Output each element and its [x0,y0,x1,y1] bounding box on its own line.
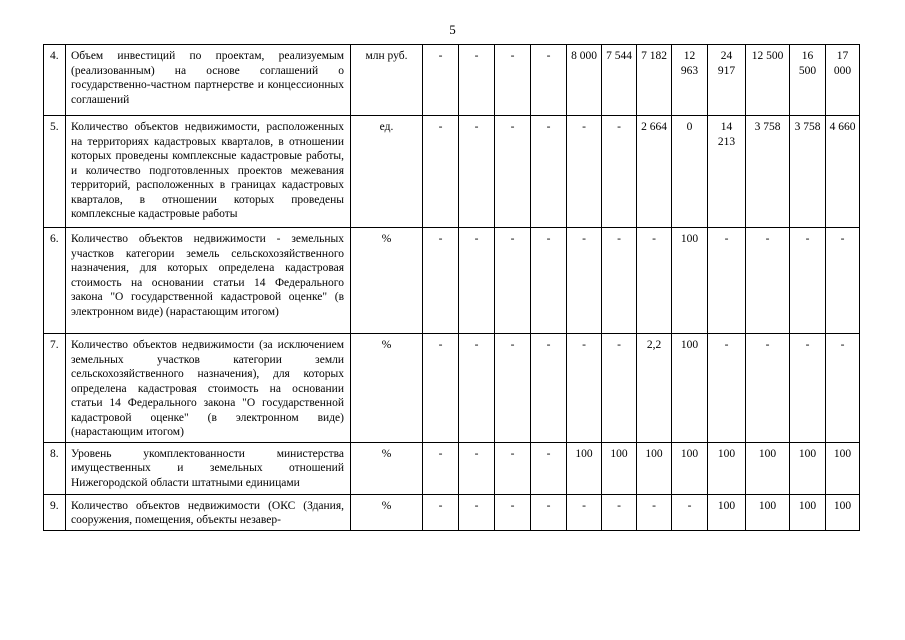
value-cell: - [708,334,746,443]
unit-cell: млн руб. [351,45,423,116]
value-cell: - [826,334,860,443]
value-cell: - [495,116,531,228]
value-cell: - [708,228,746,334]
value-cell: - [531,116,567,228]
value-cell: 100 [708,442,746,494]
value-cell: - [746,228,790,334]
table-row [44,116,860,228]
value-cell: - [531,442,567,494]
value-cell: - [423,442,459,494]
value-cell: 100 [826,494,860,530]
value-cell: 2 664 [637,116,672,228]
value-cell: - [531,334,567,443]
value-cell: - [495,334,531,443]
value-cell: - [637,228,672,334]
value-cell: - [459,334,495,443]
value-cell: - [459,494,495,530]
value-cell: - [602,494,637,530]
value-cell: - [459,442,495,494]
row-number: 9. [44,494,66,530]
value-cell: 100 [637,442,672,494]
value-cell: 100 [672,228,708,334]
value-cell: 3 758 [746,116,790,228]
unit-cell: % [351,228,423,334]
value-cell: 100 [746,494,790,530]
value-cell: - [790,228,826,334]
value-cell: 17 000 [826,45,860,116]
indicator-description: Количество объектов недвижимости (за исключением земельных участков категории земли сельскохозяйственного назначения), для которых определена кадастровая стоимость на основании статьи 14 Федерального закона "О государственной кадастровой оценке" (в электронном виде) (нарастающим итогом) [66,334,351,443]
indicator-description: Количество объектов недвижимости (ОКС (Здания, сооружения, помещения, объекты незавер- [66,494,351,530]
row-number: 4. [44,45,66,116]
value-cell: - [423,116,459,228]
unit-cell: ед. [351,116,423,228]
row-number: 5. [44,116,66,228]
indicator-description: Объем инвестиций по проектам, реализуемым (реализованным) на основе соглашений о государственно-частном партнерстве и концессионных соглашений [66,45,351,116]
value-cell: 100 [790,494,826,530]
row-number: 8. [44,442,66,494]
value-cell: 8 000 [567,45,602,116]
value-cell: 7 182 [637,45,672,116]
value-cell: - [790,334,826,443]
value-cell: 100 [746,442,790,494]
value-cell: - [531,45,567,116]
page-number: 5 [449,22,456,37]
unit-cell: % [351,494,423,530]
value-cell: 4 660 [826,116,860,228]
value-cell: - [423,45,459,116]
row-number: 7. [44,334,66,443]
table-row [44,45,860,116]
value-cell: 24 917 [708,45,746,116]
value-cell: - [423,228,459,334]
indicator-description: Количество объектов недвижимости, расположенных на территориях кадастровых кварталов, в отношении которых проведены комплексные кадастровые работы, и количество подготовленных проектов межевания территорий, расположенных в границах кадастровых кварталов, в отношении которых проведены комплексные кадастровые работы [66,116,351,228]
value-cell: - [495,494,531,530]
value-cell: 100 [672,334,708,443]
row-number: 6. [44,228,66,334]
value-cell: - [531,228,567,334]
value-cell: - [672,494,708,530]
value-cell: - [495,228,531,334]
value-cell: 100 [790,442,826,494]
table-row [44,228,860,334]
table-row [44,334,860,443]
value-cell: 2,2 [637,334,672,443]
value-cell: - [602,228,637,334]
value-cell: - [423,494,459,530]
value-cell: - [602,334,637,443]
value-cell: - [637,494,672,530]
value-cell: 3 758 [790,116,826,228]
value-cell: - [567,494,602,530]
value-cell: - [746,334,790,443]
value-cell: 12 963 [672,45,708,116]
value-cell: 7 544 [602,45,637,116]
value-cell: - [459,116,495,228]
value-cell: 16 500 [790,45,826,116]
value-cell: 100 [672,442,708,494]
value-cell: - [567,228,602,334]
value-cell: - [495,45,531,116]
value-cell: - [826,228,860,334]
indicator-description: Количество объектов недвижимости - земельных участков категории земель сельскохозяйственного назначения, для которых определена кадастровая стоимость на основании статьи 14 Федерального закона "О государственной кадастровой оценке" (в электронном виде) (нарастающим итогом) [66,228,351,334]
value-cell: 100 [708,494,746,530]
unit-cell: % [351,334,423,443]
value-cell: 100 [567,442,602,494]
indicator-description: Уровень укомплектованности министерства имущественных и земельных отношений Нижегородской области штатными единицами [66,442,351,494]
value-cell: 14 213 [708,116,746,228]
value-cell: - [459,45,495,116]
value-cell: - [602,116,637,228]
value-cell: - [567,116,602,228]
table-row [44,442,860,494]
value-cell: - [567,334,602,443]
value-cell: 0 [672,116,708,228]
value-cell: - [531,494,567,530]
unit-cell: % [351,442,423,494]
indicators-table [43,44,860,531]
value-cell: 12 500 [746,45,790,116]
value-cell: - [423,334,459,443]
value-cell: - [459,228,495,334]
value-cell: 100 [602,442,637,494]
value-cell: - [495,442,531,494]
table-row [44,494,860,530]
value-cell: 100 [826,442,860,494]
